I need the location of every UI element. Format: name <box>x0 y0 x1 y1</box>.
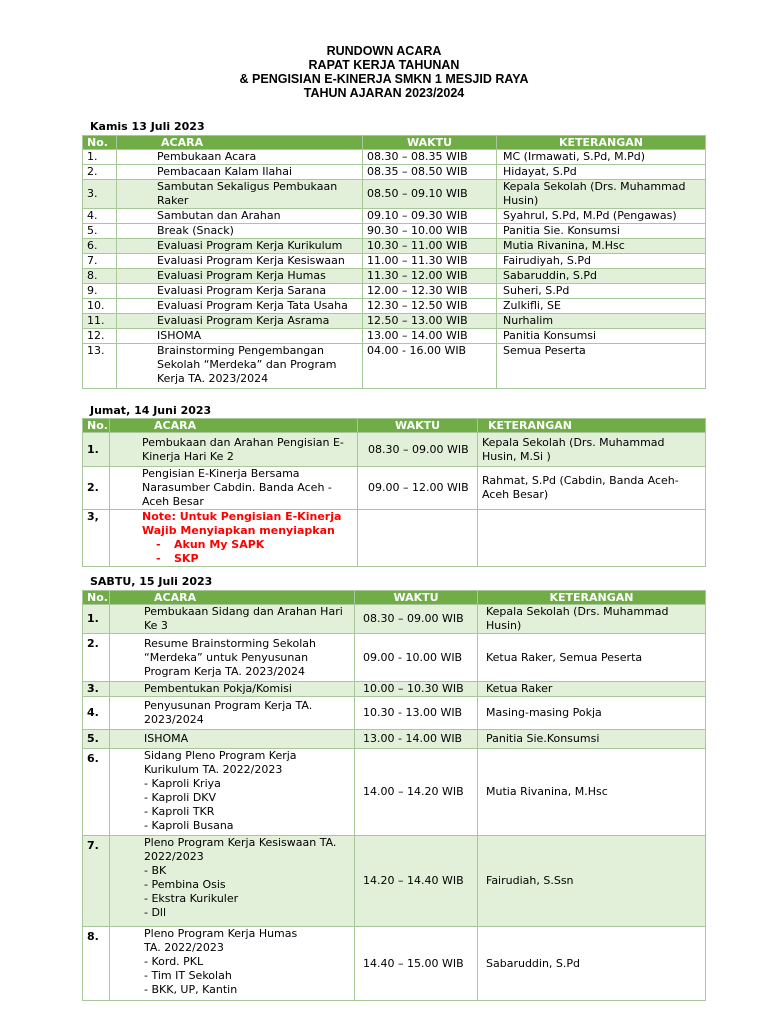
table-row <box>83 314 706 329</box>
day-3-table <box>82 590 706 1001</box>
table-row <box>83 605 706 634</box>
row-acara <box>110 510 358 567</box>
row-waktu: 10.30 - 13.00 WIB <box>355 697 478 730</box>
title-line-2: RAPAT KERJA TAHUNAN <box>308 58 460 72</box>
row-keterangan: MC (Irmawati, S.Pd, M.Pd) <box>497 150 706 165</box>
row-no: 3. <box>83 682 110 697</box>
table-row <box>83 329 706 344</box>
day-2-label: Jumat, 14 Juni 2023 <box>90 404 212 417</box>
table-row <box>83 165 706 180</box>
header-keterangan: KETERANGAN <box>497 136 706 150</box>
table-row <box>83 180 706 209</box>
row-keterangan <box>478 510 706 567</box>
row-waktu: 10.00 – 10.30 WIB <box>355 682 478 697</box>
bullet-dash: - <box>156 538 161 551</box>
row-acara: Evaluasi Program Kerja Asrama <box>117 314 363 329</box>
row-acara <box>110 749 355 836</box>
title-line-1: RUNDOWN ACARA <box>326 44 442 58</box>
row-waktu: 08.30 – 09.00 WIB <box>355 605 478 634</box>
row-waktu: 12.50 – 13.00 WIB <box>363 314 497 329</box>
row-acara: Pengisian E-Kinerja Bersama Narasumber Cabdin. Banda Aceh -Aceh Besar <box>110 467 358 510</box>
acara-line: Pleno Program Kerja Kesiswaan TA. <box>144 836 337 849</box>
note-item-skp <box>142 552 353 566</box>
row-keterangan: Hidayat, S.Pd <box>497 165 706 180</box>
table-header <box>83 419 706 433</box>
row-waktu: 08.30 – 08.35 WIB <box>363 150 497 165</box>
row-acara: Pembacaan Kalam Ilahai <box>117 165 363 180</box>
note-item-label: SKP <box>174 552 199 565</box>
row-no: 11. <box>83 314 117 329</box>
row-waktu: 08.35 – 08.50 WIB <box>363 165 497 180</box>
row-waktu: 10.30 – 11.00 WIB <box>363 239 497 254</box>
row-acara: Penyusunan Program Kerja TA. 2023/2024 <box>110 697 355 730</box>
acara-line: - Ekstra Kurikuler <box>144 892 239 905</box>
row-acara: ISHOMA <box>117 329 363 344</box>
note-item-label: Akun My SAPK <box>174 538 265 551</box>
row-no: 1. <box>83 433 110 467</box>
day-1-label: Kamis 13 Juli 2023 <box>90 120 205 133</box>
row-keterangan: Ketua Raker, Semua Peserta <box>478 634 706 682</box>
note-item-sapk <box>142 538 353 552</box>
row-waktu: 14.40 – 15.00 WIB <box>355 927 478 1001</box>
row-no: 6. <box>83 749 110 836</box>
title-line-3: & PENGISIAN E-KINERJA SMKN 1 MESJID RAYA <box>239 72 529 86</box>
table-row <box>83 467 706 510</box>
table-row <box>83 209 706 224</box>
row-waktu: 09.10 – 09.30 WIB <box>363 209 497 224</box>
row-waktu: 11.30 – 12.00 WIB <box>363 269 497 284</box>
row-no: 7. <box>83 836 110 927</box>
row-waktu: 09.00 - 10.00 WIB <box>355 634 478 682</box>
row-no: 7. <box>83 254 117 269</box>
table-row <box>83 239 706 254</box>
table-row <box>83 284 706 299</box>
row-keterangan: Sabaruddin, S.Pd <box>497 269 706 284</box>
row-no: 6. <box>83 239 117 254</box>
row-no: 2. <box>83 634 110 682</box>
note-line-1: Note: Untuk Pengisian E-Kinerja <box>142 510 342 523</box>
table-row <box>83 254 706 269</box>
row-waktu: 14.00 – 14.20 WIB <box>355 749 478 836</box>
day-1-table <box>82 135 706 389</box>
acara-line: - BK <box>144 864 167 877</box>
row-acara <box>110 836 355 927</box>
table-row <box>83 749 706 836</box>
row-keterangan: Nurhalim <box>497 314 706 329</box>
acara-line: - BKK, UP, Kantin <box>144 983 238 996</box>
table-row <box>83 224 706 239</box>
row-acara: Pembukaan Sidang dan Arahan Hari Ke 3 <box>110 605 355 634</box>
row-no: 1. <box>83 150 117 165</box>
row-keterangan: Semua Peserta <box>497 344 706 389</box>
table-row <box>83 634 706 682</box>
acara-line: - Kaproli Kriya <box>144 777 221 790</box>
row-no: 5. <box>83 730 110 749</box>
row-waktu: 09.00 – 12.00 WIB <box>358 467 478 510</box>
acara-line: Pleno Program Kerja Humas <box>144 927 298 940</box>
row-no: 3, <box>83 510 110 567</box>
acara-line: - Kaproli Busana <box>144 819 234 832</box>
table-header <box>83 591 706 605</box>
note-line-2: Wajib Menyiapkan menyiapkan <box>142 524 335 537</box>
row-no: 9. <box>83 284 117 299</box>
table-row <box>83 927 706 1001</box>
row-acara: Break (Snack) <box>117 224 363 239</box>
row-acara: Evaluasi Program Kerja Sarana <box>117 284 363 299</box>
header-waktu: WAKTU <box>363 136 497 150</box>
row-keterangan: Fairudiah, S.Ssn <box>478 836 706 927</box>
row-waktu: 08.50 – 09.10 WIB <box>363 180 497 209</box>
row-waktu: 04.00 - 16.00 WIB <box>363 344 497 389</box>
header-no: No. <box>83 591 110 605</box>
row-no: 10. <box>83 299 117 314</box>
row-acara: Evaluasi Program Kerja Humas <box>117 269 363 284</box>
row-keterangan: Ketua Raker <box>478 682 706 697</box>
day-3-label: SABTU, 15 Juli 2023 <box>90 575 213 588</box>
acara-line: - Kord. PKL <box>144 955 204 968</box>
table-row <box>83 269 706 284</box>
header-waktu: WAKTU <box>358 419 478 433</box>
day-2-table <box>82 418 706 567</box>
table-row <box>83 344 706 389</box>
row-no: 1. <box>83 605 110 634</box>
row-keterangan: Fairudiyah, S.Pd <box>497 254 706 269</box>
title-line-4: TAHUN AJARAN 2023/2024 <box>303 86 465 100</box>
row-keterangan: Sabaruddin, S.Pd <box>478 927 706 1001</box>
acara-line: - Kaproli TKR <box>144 805 215 818</box>
row-keterangan: Rahmat, S.Pd (Cabdin, Banda Aceh-Aceh Besar) <box>478 467 706 510</box>
row-waktu <box>358 510 478 567</box>
header-keterangan: KETERANGAN <box>478 419 706 433</box>
table-row <box>83 682 706 697</box>
row-no: 8. <box>83 927 110 1001</box>
header-no: No. <box>83 419 110 433</box>
header-acara: ACARA <box>110 419 358 433</box>
row-acara: Brainstorming Pengembangan Sekolah “Merdeka” dan Program Kerja TA. 2023/2024 <box>117 344 363 389</box>
row-waktu: 12.30 – 12.50 WIB <box>363 299 497 314</box>
acara-line: TA. 2022/2023 <box>144 941 224 954</box>
row-keterangan: Mutia Rivanina, M.Hsc <box>497 239 706 254</box>
row-no: 12. <box>83 329 117 344</box>
table-row <box>83 730 706 749</box>
row-acara: Resume Brainstorming Sekolah “Merdeka” untuk Penyusunan Program Kerja TA. 2023/2024 <box>110 634 355 682</box>
row-keterangan: Zulkifli, SE <box>497 299 706 314</box>
row-acara: Pembukaan dan Arahan Pengisian E-Kinerja Hari Ke 2 <box>110 433 358 467</box>
acara-line: Sidang Pleno Program Kerja <box>144 749 297 762</box>
bullet-dash: - <box>156 552 161 565</box>
table-header <box>83 136 706 150</box>
row-acara: Evaluasi Program Kerja Kurikulum <box>117 239 363 254</box>
row-waktu: 90.30 – 10.00 WIB <box>363 224 497 239</box>
row-acara: ISHOMA <box>110 730 355 749</box>
table-row <box>83 433 706 467</box>
row-no: 2. <box>83 165 117 180</box>
row-acara: Pembentukan Pokja/Komisi <box>110 682 355 697</box>
row-keterangan: Masing-masing Pokja <box>478 697 706 730</box>
row-acara <box>110 927 355 1001</box>
row-keterangan: Kepala Sekolah (Drs. Muhammad Husin) <box>497 180 706 209</box>
row-waktu: 13.00 - 14.00 WIB <box>355 730 478 749</box>
row-acara: Evaluasi Program Kerja Tata Usaha <box>117 299 363 314</box>
row-keterangan: Panitia Konsumsi <box>497 329 706 344</box>
row-acara: Pembukaan Acara <box>117 150 363 165</box>
row-no: 2. <box>83 467 110 510</box>
row-no: 13. <box>83 344 117 389</box>
row-keterangan: Panitia Sie. Konsumsi <box>497 224 706 239</box>
table-row <box>83 836 706 927</box>
row-acara: Sambutan dan Arahan <box>117 209 363 224</box>
row-no: 4. <box>83 697 110 730</box>
header-keterangan: KETERANGAN <box>478 591 706 605</box>
table-row <box>83 697 706 730</box>
header-acara: ACARA <box>110 591 355 605</box>
row-keterangan: Suheri, S.Pd <box>497 284 706 299</box>
table-row <box>83 150 706 165</box>
row-waktu: 08.30 – 09.00 WIB <box>358 433 478 467</box>
document-title <box>0 44 768 100</box>
acara-line: - Pembina Osis <box>144 878 226 891</box>
row-keterangan: Syahrul, S.Pd, M.Pd (Pengawas) <box>497 209 706 224</box>
row-acara: Sambutan Sekaligus Pembukaan Raker <box>117 180 363 209</box>
table-row <box>83 299 706 314</box>
row-waktu: 13.00 – 14.00 WIB <box>363 329 497 344</box>
acara-line: - Dll <box>144 906 167 919</box>
header-waktu: WAKTU <box>355 591 478 605</box>
row-keterangan: Panitia Sie.Konsumsi <box>478 730 706 749</box>
acara-line: - Tim IT Sekolah <box>144 969 232 982</box>
row-keterangan: Kepala Sekolah (Drs. Muhammad Husin) <box>478 605 706 634</box>
row-keterangan: Mutia Rivanina, M.Hsc <box>478 749 706 836</box>
row-waktu: 11.00 – 11.30 WIB <box>363 254 497 269</box>
acara-line: Kurikulum TA. 2022/2023 <box>144 763 283 776</box>
note-row <box>83 510 706 567</box>
row-no: 3. <box>83 180 117 209</box>
row-no: 4. <box>83 209 117 224</box>
row-keterangan: Kepala Sekolah (Drs. Muhammad Husin, M.Si ) <box>478 433 706 467</box>
acara-line: - Kaproli DKV <box>144 791 217 804</box>
header-no: No. <box>83 136 117 150</box>
header-acara: ACARA <box>117 136 363 150</box>
row-waktu: 14.20 – 14.40 WIB <box>355 836 478 927</box>
acara-line: 2022/2023 <box>144 850 204 863</box>
row-waktu: 12.00 – 12.30 WIB <box>363 284 497 299</box>
row-no: 8. <box>83 269 117 284</box>
row-acara: Evaluasi Program Kerja Kesiswaan <box>117 254 363 269</box>
row-no: 5. <box>83 224 117 239</box>
